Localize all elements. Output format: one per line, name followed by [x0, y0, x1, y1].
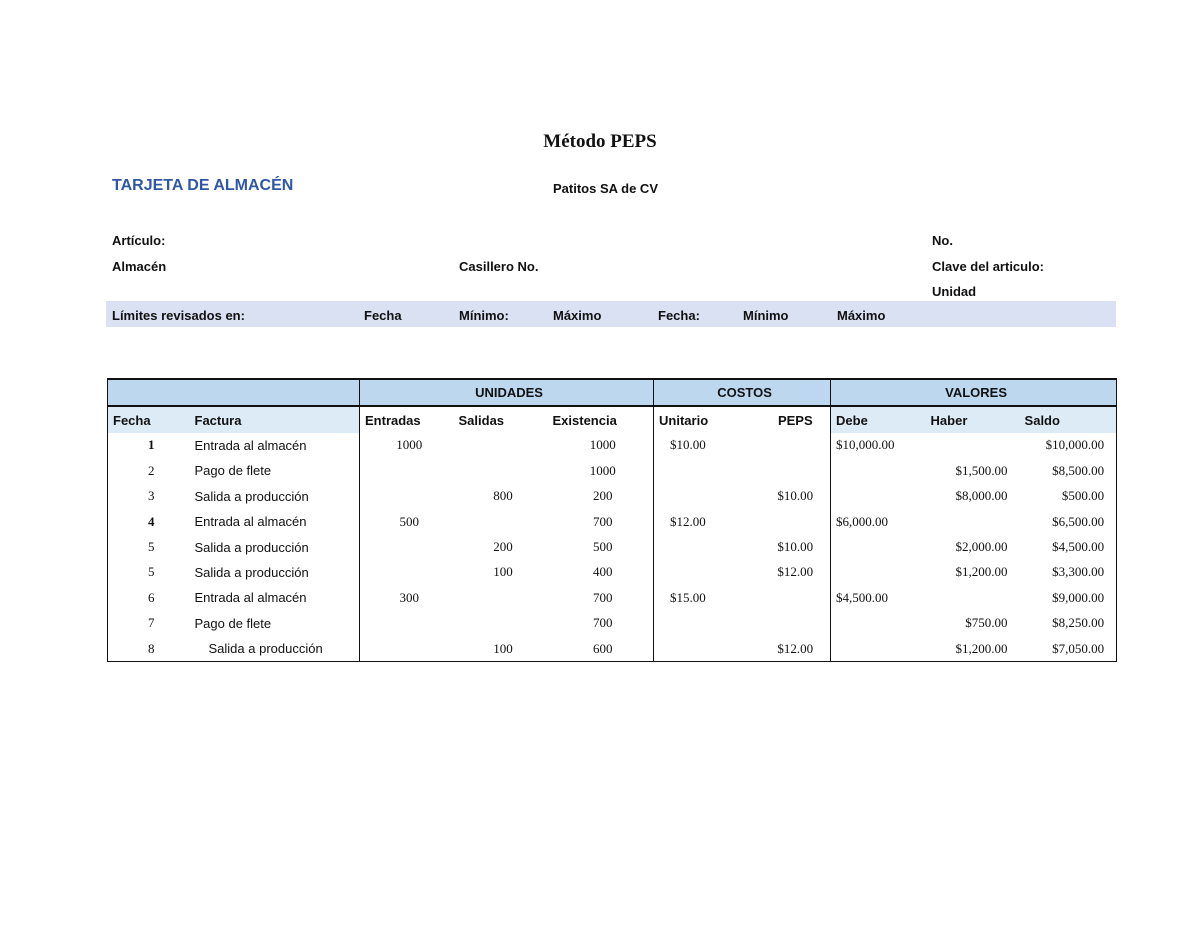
- col-salidas: Salidas: [458, 412, 505, 428]
- table-row: [108, 509, 1117, 534]
- cell-existencia: 200: [593, 488, 613, 504]
- cell-unitario: [654, 636, 756, 662]
- limits-fecha-1: Fecha: [364, 308, 402, 323]
- cell-haber: $1,200.00: [955, 564, 1008, 580]
- cell-haber: [926, 433, 1020, 458]
- col-debe: Debe: [831, 406, 926, 432]
- cell-salidas: [454, 585, 548, 610]
- limits-minimo-1: Mínimo:: [459, 308, 509, 323]
- column-header-row: [108, 406, 1117, 432]
- cell-haber: $8,000.00: [955, 488, 1008, 504]
- cell-saldo: $500.00: [1020, 484, 1117, 509]
- cell-fecha: 6: [108, 585, 190, 610]
- limits-fecha-2: Fecha:: [658, 308, 700, 323]
- cell-peps: [756, 433, 831, 458]
- limits-minimo-2: Mínimo: [743, 308, 789, 323]
- cell-debe: $10,000.00: [831, 433, 926, 458]
- cell-debe: $6,000.00: [831, 509, 926, 534]
- cell-peps: $10.00: [777, 539, 814, 555]
- cell-existencia: 700: [593, 513, 613, 529]
- clave-label: Clave del articulo:: [932, 259, 1044, 274]
- cell-peps: [756, 611, 831, 636]
- card-title: TARJETA DE ALMACÉN: [112, 177, 294, 194]
- cell-peps: [756, 585, 831, 610]
- limits-maximo-2: Máximo: [837, 308, 886, 323]
- cell-factura: Salida a producción: [190, 636, 360, 662]
- cell-salidas: 100: [454, 636, 548, 662]
- cell-factura: Salida a producción: [194, 539, 309, 555]
- limits-label: Límites revisados en:: [112, 308, 245, 323]
- cell-salidas: 200: [493, 539, 513, 555]
- col-existencia: Existencia: [552, 412, 617, 428]
- cell-unitario: [654, 458, 756, 483]
- cell-haber: $1,200.00: [926, 636, 1020, 662]
- cell-existencia: 1000: [589, 437, 616, 453]
- cell-unitario: $15.00: [654, 585, 756, 610]
- group-costos: COSTOS: [654, 379, 831, 406]
- cell-existencia: 500: [593, 539, 613, 555]
- cell-peps: [756, 509, 831, 534]
- cell-haber: $1,500.00: [955, 462, 1008, 478]
- unidad-label: Unidad: [932, 284, 977, 299]
- cell-unitario: $12.00: [654, 509, 756, 534]
- articulo-label: Artículo:: [112, 233, 166, 248]
- table-row: [108, 636, 1117, 662]
- cell-saldo: $8,250.00: [1020, 611, 1117, 636]
- cell-debe: [831, 560, 926, 585]
- cell-unitario: $10.00: [654, 433, 756, 458]
- cell-saldo: $10,000.00: [1020, 433, 1117, 458]
- cell-entradas: [360, 611, 454, 636]
- cell-salidas: 100: [493, 564, 513, 580]
- cell-peps: $10.00: [777, 488, 814, 504]
- cell-unitario: [654, 611, 756, 636]
- cell-saldo: $4,500.00: [1020, 534, 1117, 559]
- cell-peps: $12.00: [756, 636, 831, 662]
- cell-fecha: 1: [108, 433, 190, 458]
- cell-factura: Salida a producción: [194, 564, 309, 580]
- limits-band: [106, 301, 1116, 327]
- table-row: [108, 534, 1117, 559]
- cell-factura: Entrada al almacén: [194, 514, 307, 530]
- group-header-row: [108, 379, 1117, 406]
- cell-fecha: 4: [108, 509, 190, 534]
- page-title: Método PEPS: [543, 131, 657, 152]
- cell-saldo: $8,500.00: [1020, 458, 1117, 483]
- almacen-label: Almacén: [112, 259, 167, 274]
- col-haber: Haber: [926, 406, 1020, 432]
- cell-factura: Entrada al almacén: [194, 437, 307, 453]
- group-valores: VALORES: [831, 379, 1117, 406]
- cell-unitario: [654, 484, 756, 509]
- cell-entradas: [360, 458, 454, 483]
- col-peps: PEPS: [777, 412, 813, 428]
- col-fecha: Fecha: [108, 406, 190, 432]
- cell-salidas: 800: [493, 488, 513, 504]
- cell-saldo: $3,300.00: [1020, 560, 1117, 585]
- cell-debe: [831, 636, 926, 662]
- cell-debe: $4,500.00: [831, 585, 926, 610]
- cell-factura: Entrada al almacén: [194, 590, 307, 606]
- cell-peps: [756, 458, 831, 483]
- cell-entradas: [360, 534, 454, 559]
- group-unidades: UNIDADES: [360, 379, 654, 406]
- cell-entradas: [360, 560, 454, 585]
- cell-factura: Pago de flete: [194, 615, 272, 631]
- cell-saldo: $7,050.00: [1020, 636, 1117, 662]
- table-row: [108, 585, 1117, 610]
- cell-haber: $750.00: [965, 615, 1008, 631]
- cell-fecha: 5: [108, 560, 190, 585]
- cell-entradas: [360, 636, 454, 662]
- cell-saldo: $6,500.00: [1020, 509, 1117, 534]
- cell-existencia: 700: [593, 615, 613, 631]
- cell-existencia: 400: [593, 564, 613, 580]
- cell-fecha: 7: [108, 611, 190, 636]
- cell-existencia: 700: [593, 589, 613, 605]
- table-row: [108, 433, 1117, 458]
- cell-existencia: 1000: [589, 462, 616, 478]
- col-entradas: Entradas: [360, 406, 454, 432]
- cell-entradas: 1000: [360, 433, 454, 458]
- table-row: [108, 611, 1117, 636]
- table-row: [108, 484, 1117, 509]
- table-row: [108, 458, 1117, 483]
- cell-haber: [926, 585, 1020, 610]
- cell-factura: Pago de flete: [194, 463, 272, 479]
- cell-factura: Salida a producción: [194, 488, 309, 504]
- company-name: Patitos SA de CV: [553, 181, 658, 196]
- cell-saldo: $9,000.00: [1020, 585, 1117, 610]
- cell-entradas: 500: [360, 509, 454, 534]
- cell-peps: $12.00: [777, 564, 814, 580]
- cell-entradas: 300: [360, 585, 454, 610]
- cell-debe: [831, 458, 926, 483]
- cell-existencia: 600: [548, 636, 654, 662]
- cell-salidas: [454, 611, 548, 636]
- col-saldo: Saldo: [1020, 406, 1117, 432]
- cell-unitario: [654, 534, 756, 559]
- cell-debe: [831, 534, 926, 559]
- cell-fecha: 5: [108, 534, 190, 559]
- cell-haber: [926, 509, 1020, 534]
- cell-salidas: [454, 433, 548, 458]
- cell-unitario: [654, 560, 756, 585]
- cell-haber: $2,000.00: [955, 539, 1008, 555]
- inventory-table: [107, 378, 1117, 662]
- no-label: No.: [932, 233, 953, 248]
- casillero-label: Casillero No.: [459, 259, 539, 274]
- limits-maximo-1: Máximo: [553, 308, 602, 323]
- col-factura: Factura: [190, 406, 360, 432]
- cell-salidas: [454, 509, 548, 534]
- cell-fecha: 8: [108, 636, 190, 662]
- cell-fecha: 2: [108, 458, 190, 483]
- cell-fecha: 3: [108, 484, 190, 509]
- col-unitario: Unitario: [654, 406, 756, 432]
- cell-debe: [831, 611, 926, 636]
- cell-debe: [831, 484, 926, 509]
- table-row: [108, 560, 1117, 585]
- cell-entradas: [360, 484, 454, 509]
- cell-salidas: [454, 458, 548, 483]
